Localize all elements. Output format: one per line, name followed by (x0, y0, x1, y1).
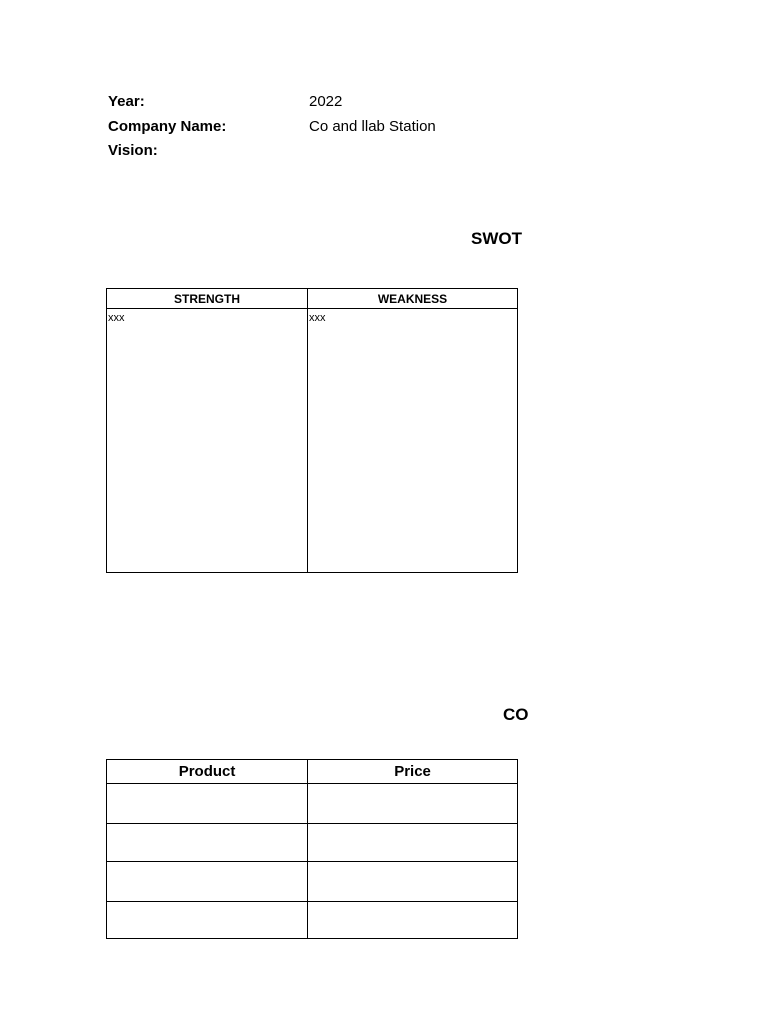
swot-table (106, 288, 518, 573)
year-value: 2022 (309, 93, 343, 110)
product-cell[interactable] (107, 824, 308, 862)
product-cell[interactable] (107, 784, 308, 824)
price-cell[interactable] (308, 824, 518, 862)
company-name-label: Company Name: (108, 118, 227, 135)
swot-content-row (107, 309, 518, 573)
table-row (107, 824, 518, 862)
competitor-section-title: CO (503, 705, 529, 724)
price-cell[interactable] (308, 902, 518, 939)
table-row (107, 862, 518, 902)
product-cell[interactable] (107, 862, 308, 902)
strength-cell[interactable]: xxx (107, 309, 308, 573)
product-header: Product (107, 760, 308, 784)
year-label: Year: (108, 93, 145, 110)
weakness-cell[interactable]: xxx (308, 309, 518, 573)
product-price-table (106, 759, 518, 939)
table-row (107, 784, 518, 824)
table-row (107, 902, 518, 939)
company-name-value: Co and llab Station (309, 118, 436, 135)
product-table-header-row (107, 760, 518, 784)
swot-section-title: SWOT (471, 229, 522, 248)
weakness-header: WEAKNESS (308, 289, 518, 309)
price-cell[interactable] (308, 862, 518, 902)
price-cell[interactable] (308, 784, 518, 824)
strength-header: STRENGTH (107, 289, 308, 309)
price-header: Price (308, 760, 518, 784)
product-cell[interactable] (107, 902, 308, 939)
swot-header-row (107, 289, 518, 309)
vision-label: Vision: (108, 142, 158, 159)
